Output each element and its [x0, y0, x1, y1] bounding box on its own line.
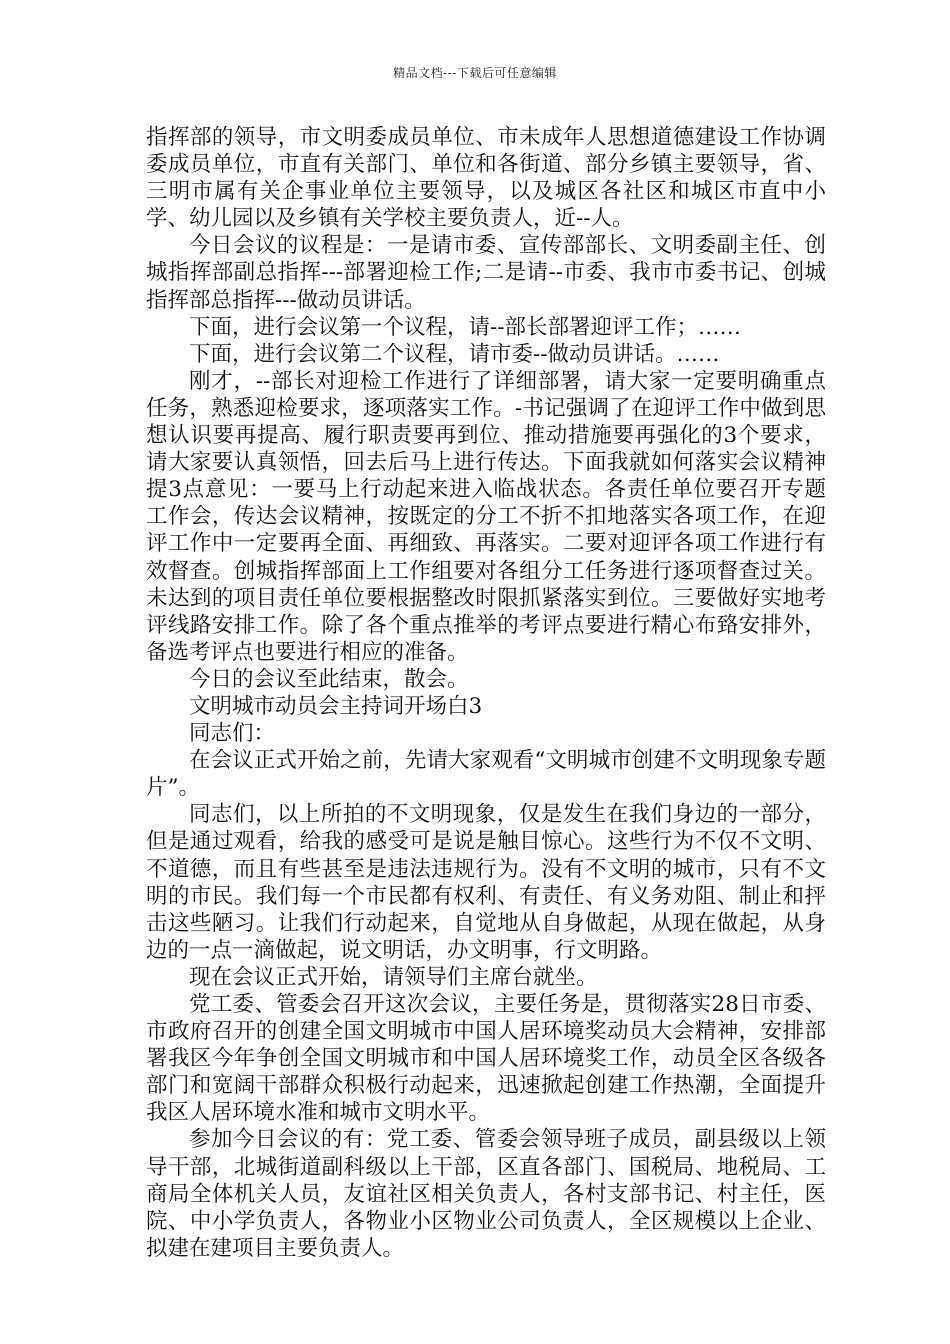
- document-body: [146, 124, 826, 1262]
- salutation: 同志们：: [189, 721, 276, 747]
- paragraph: 今日会议的议程是：一是请市委、宣传部部长、文明委副主任、创城指挥部副总指挥---部署迎检工作;二是请--市委、我市市委书记、创城指挥部总指挥---做动员讲话。: [146, 233, 826, 313]
- paragraph: 参加今日会议的有：党工委、管委会领导班子成员，副县级以上领导干部，北城街道副科级以上干部，区直各部门、国税局、地税局、工商局全体机关人员，友谊社区相关负责人，各村支部书记、村主任，医院、中小学负责人，各物业小区物业公司负责人，全区规模以上企业、拟建在建项目主要负责人。: [146, 1127, 826, 1261]
- page-header: 精品文档---下载后可任意编辑: [393, 66, 557, 80]
- paragraph: 今日的会议至此结束，散会。: [189, 666, 469, 692]
- paragraph: 指挥部的领导，市文明委成员单位、市未成年人思想道德建设工作协调委成员单位，市直有关部门、单位和各街道、部分乡镇主要领导，省、三明市属有关企事业单位主要领导，以及城区各社区和城区市直中小学、幼儿园以及乡镇有关学校主要负责人，近--人。: [146, 125, 826, 232]
- section-title: 文明城市动员会主持词开场白3: [189, 693, 483, 719]
- paragraph: 下面，进行会议第一个议程，请--部长部署迎评工作；……: [189, 314, 742, 340]
- paragraph: 下面，进行会议第二个议程，请市委--做动员讲话。……: [189, 341, 720, 367]
- paragraph: 现在会议正式开始，请领导们主席台就坐。: [189, 964, 598, 990]
- paragraph: 党工委、管委会召开这次会议，主要任务是，贯彻落实28日市委、市政府召开的创建全国文明城市中国人居环境奖动员大会精神，安排部署我区今年争创全国文明城市和中国人居环境奖工作，动员全区各级各部门和宽阔干部群众积极行动起来，迅速掀起创建工作热潮，全面提升我区人居环境水准和城市文明水平。: [146, 992, 826, 1126]
- paragraph: 刚才，--部长对迎检工作进行了详细部署，请大家一定要明确重点任务，熟悉迎检要求，逐项落实工作。-书记强调了在迎评工作中做到思想认识要再提高、履行职责要再到位、推动措施要再强化的3个要求，请大家要认真领悟，回去后马上进行传达。下面我就如何落实会议精神提3点意见：一要马上行动起来进入临战状态。各责任单位要召开专题工作会，传达会议精神，按既定的分工不折不扣地落实各项工作，在迎评工作中一定要再全面、再细致、再落实。二要对迎评各项工作进行有效督查。创城指挥部面上工作组要对各组分工任务进行逐项督查过关。未达到的项目责任单位要根据整改时限抓紧落实到位。三要做好实地考评线路安排工作。除了各个重点推举的考评点要进行精心布臵安排外，备选考评点也要进行相应的准备。: [146, 368, 826, 665]
- paragraph: 同志们，以上所拍的不文明现象，仅是发生在我们身边的一部分，但是通过观看，给我的感受可是说是触目惊心。这些行为不仅不文明、不道德，而且有些甚至是违法违规行为。没有不文明的城市，只有不文明的市民。我们每一个市民都有权利、有责任、有义务劝阻、制止和抨击这些陋习。让我们行动起来，自觉地从自身做起，从现在做起，从身边的一点一滴做起，说文明话，办文明事，行文明路。: [146, 802, 826, 963]
- paragraph: 在会议正式开始之前，先请大家观看“文明城市创建不文明现象专题片”。: [146, 748, 826, 801]
